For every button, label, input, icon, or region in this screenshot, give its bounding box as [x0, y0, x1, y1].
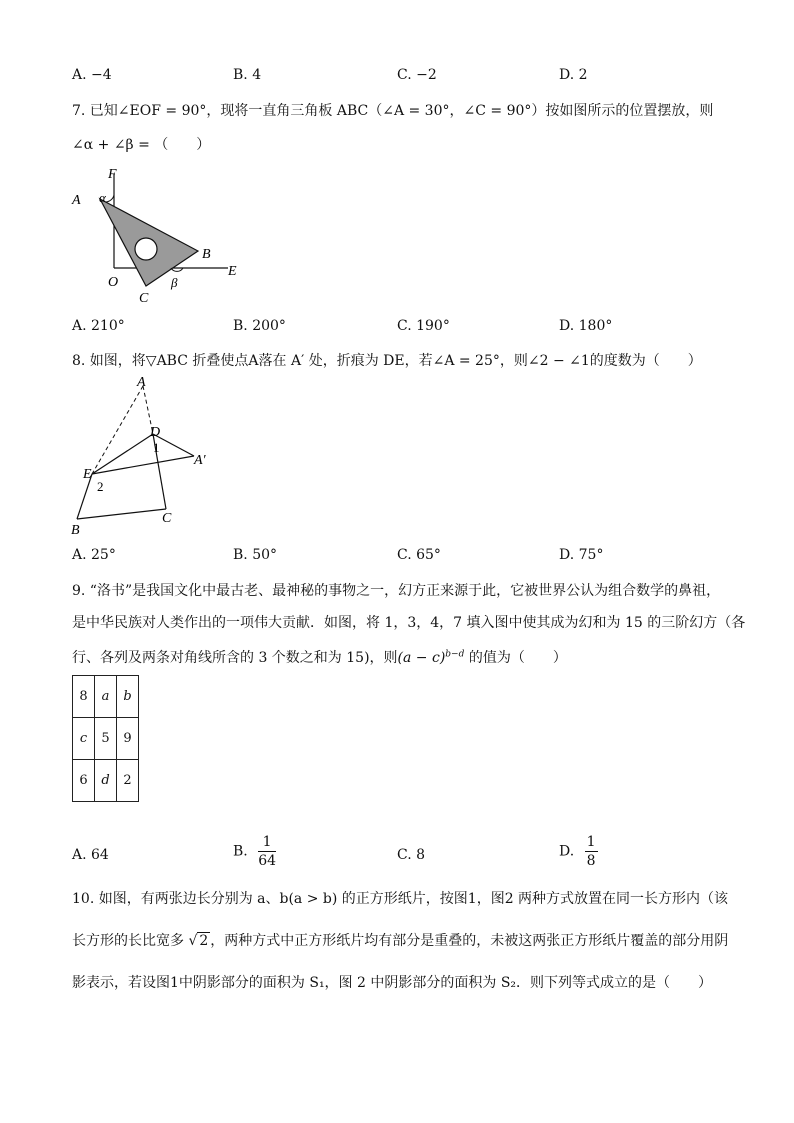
- q9-cell: b: [117, 676, 139, 718]
- q7-label-o: O: [108, 275, 119, 290]
- q10-sqrt: √ 2: [188, 933, 209, 949]
- q7-alpha-arc: [106, 195, 114, 202]
- q10-stem-line1: 10. 如图，有两张边长分别为 a、b(a > b) 的正方形纸片，按图1，图2 两种方式放置在同一长方形内（该: [72, 891, 729, 907]
- q9-option-d-numerator: 1: [586, 834, 596, 850]
- q8-label-1: 1: [153, 440, 160, 455]
- q9-cell: 5: [95, 718, 117, 760]
- q8-side-ea-prime: [92, 456, 194, 474]
- q9-option-b-prefix: B.: [233, 843, 248, 860]
- q7-option-c[interactable]: C. 190°: [397, 318, 450, 334]
- q9-option-d-fraction: [585, 833, 598, 870]
- q7-label-beta: β: [171, 275, 178, 290]
- q7-label-f: F: [108, 167, 117, 182]
- q9-exponent: b−d: [445, 649, 465, 660]
- q8-dashed-ae: [92, 386, 143, 474]
- q6-option-b[interactable]: B. 4: [233, 67, 262, 83]
- q9-stem-line1: 9. “洛书”是我国文化中最古老、最神秘的事物之一，幻方正来源于此，它被世界公认为组合数学的鼻祖，: [72, 583, 721, 599]
- q8-label-b: B: [71, 523, 80, 538]
- q10-sqrt-radicand: 2: [199, 933, 209, 949]
- q8-label-a-prime: A′: [194, 453, 206, 468]
- q10-stem-line2: [72, 930, 728, 950]
- table-row: [73, 760, 139, 802]
- q8-label-e: E: [83, 467, 92, 482]
- q9-option-b-denominator: 64: [258, 853, 277, 869]
- q7-option-a[interactable]: A. 210°: [72, 318, 125, 334]
- table-row: [73, 676, 139, 718]
- q8-label-a: A: [137, 375, 146, 390]
- table-row: [73, 718, 139, 760]
- q9-stem-line2: 是中华民族对人类作出的一项伟大贡献．如图，将 1，3，4，7 填入图中使其成为幻和为 15 的三阶幻方（各: [72, 615, 746, 631]
- q8-fold-de: [92, 434, 153, 474]
- q9-stem-line3-b: 的值为（ ）: [464, 650, 567, 666]
- q7-label-a: A: [72, 193, 81, 208]
- q8-option-d[interactable]: D. 75°: [559, 547, 604, 563]
- q9-option-d-prefix: D.: [559, 843, 575, 860]
- q10-stem-line3: 影表示，若设图1中阴影部分的面积为 S₁，图 2 中阴影部分的面积为 S₂．则下列等式成立的是（ ）: [72, 975, 713, 991]
- q8-stem: 8. 如图，将▽ABC 折叠使点A落在 A′ 处，折痕为 DE，若∠A = 25°，则∠2 − ∠1的度数为（ ）: [72, 353, 702, 369]
- q9-cell: 2: [117, 760, 139, 802]
- q7-figure: [70, 162, 250, 312]
- q9-magic-square: [72, 675, 139, 802]
- q10-stem-line2-b: ，两种方式中正方形纸片均有部分是重叠的，未被这两张正方形纸片覆盖的部分用阴: [210, 933, 729, 949]
- q9-option-b-numerator: 1: [258, 833, 276, 852]
- q8-option-b[interactable]: B. 50°: [233, 547, 278, 563]
- q9-option-d[interactable]: [559, 833, 598, 870]
- q8-figure: [68, 370, 228, 540]
- q9-expression: (a − c): [397, 650, 446, 666]
- q8-label-c: C: [162, 511, 172, 526]
- q7-triangle-hole: [135, 238, 157, 260]
- q10-stem-line2-a: 长方形的长比宽多: [72, 933, 184, 949]
- q7-option-d[interactable]: D. 180°: [559, 318, 613, 334]
- q9-option-b-fraction: [258, 833, 276, 870]
- q9-cell: c: [73, 718, 95, 760]
- q9-option-d-denominator: 8: [586, 853, 596, 869]
- q9-cell: a: [95, 676, 117, 718]
- q9-option-c[interactable]: C. 8: [397, 847, 426, 863]
- q9-option-a[interactable]: A. 64: [72, 847, 109, 863]
- q9-cell: 9: [117, 718, 139, 760]
- q6-option-d[interactable]: D. 2: [559, 67, 588, 83]
- q9-cell: 6: [73, 760, 95, 802]
- q9-stem-line3-a: 行、各列及两条对角线所含的 3 个数之和为 15)，则: [72, 650, 398, 666]
- q8-label-2: 2: [97, 479, 104, 494]
- q7-option-b[interactable]: B. 200°: [233, 318, 286, 334]
- q8-option-a[interactable]: A. 25°: [72, 547, 116, 563]
- q9-cell: d: [95, 760, 117, 802]
- q8-side-bc: [77, 509, 166, 519]
- q8-option-c[interactable]: C. 65°: [397, 547, 441, 563]
- q9-cell: 8: [73, 676, 95, 718]
- q8-label-d: D: [150, 425, 161, 440]
- q9-stem-line3: [72, 647, 567, 667]
- q7-label-b: B: [202, 247, 211, 262]
- q6-option-a[interactable]: A. −4: [72, 67, 112, 83]
- q7-label-c: C: [139, 291, 149, 306]
- q9-option-b[interactable]: [233, 833, 276, 870]
- q7-label-e: E: [228, 264, 237, 279]
- q6-option-c[interactable]: C. −2: [397, 67, 437, 83]
- q7-stem-line2: ∠α + ∠β = （ ）: [72, 137, 211, 153]
- q7-label-alpha: α: [99, 190, 106, 205]
- q7-stem-line1: 7. 已知∠EOF = 90°，现将一直角三角板 ABC（∠A = 30°，∠C = 90°）按如图所示的位置摆放，则: [72, 103, 714, 119]
